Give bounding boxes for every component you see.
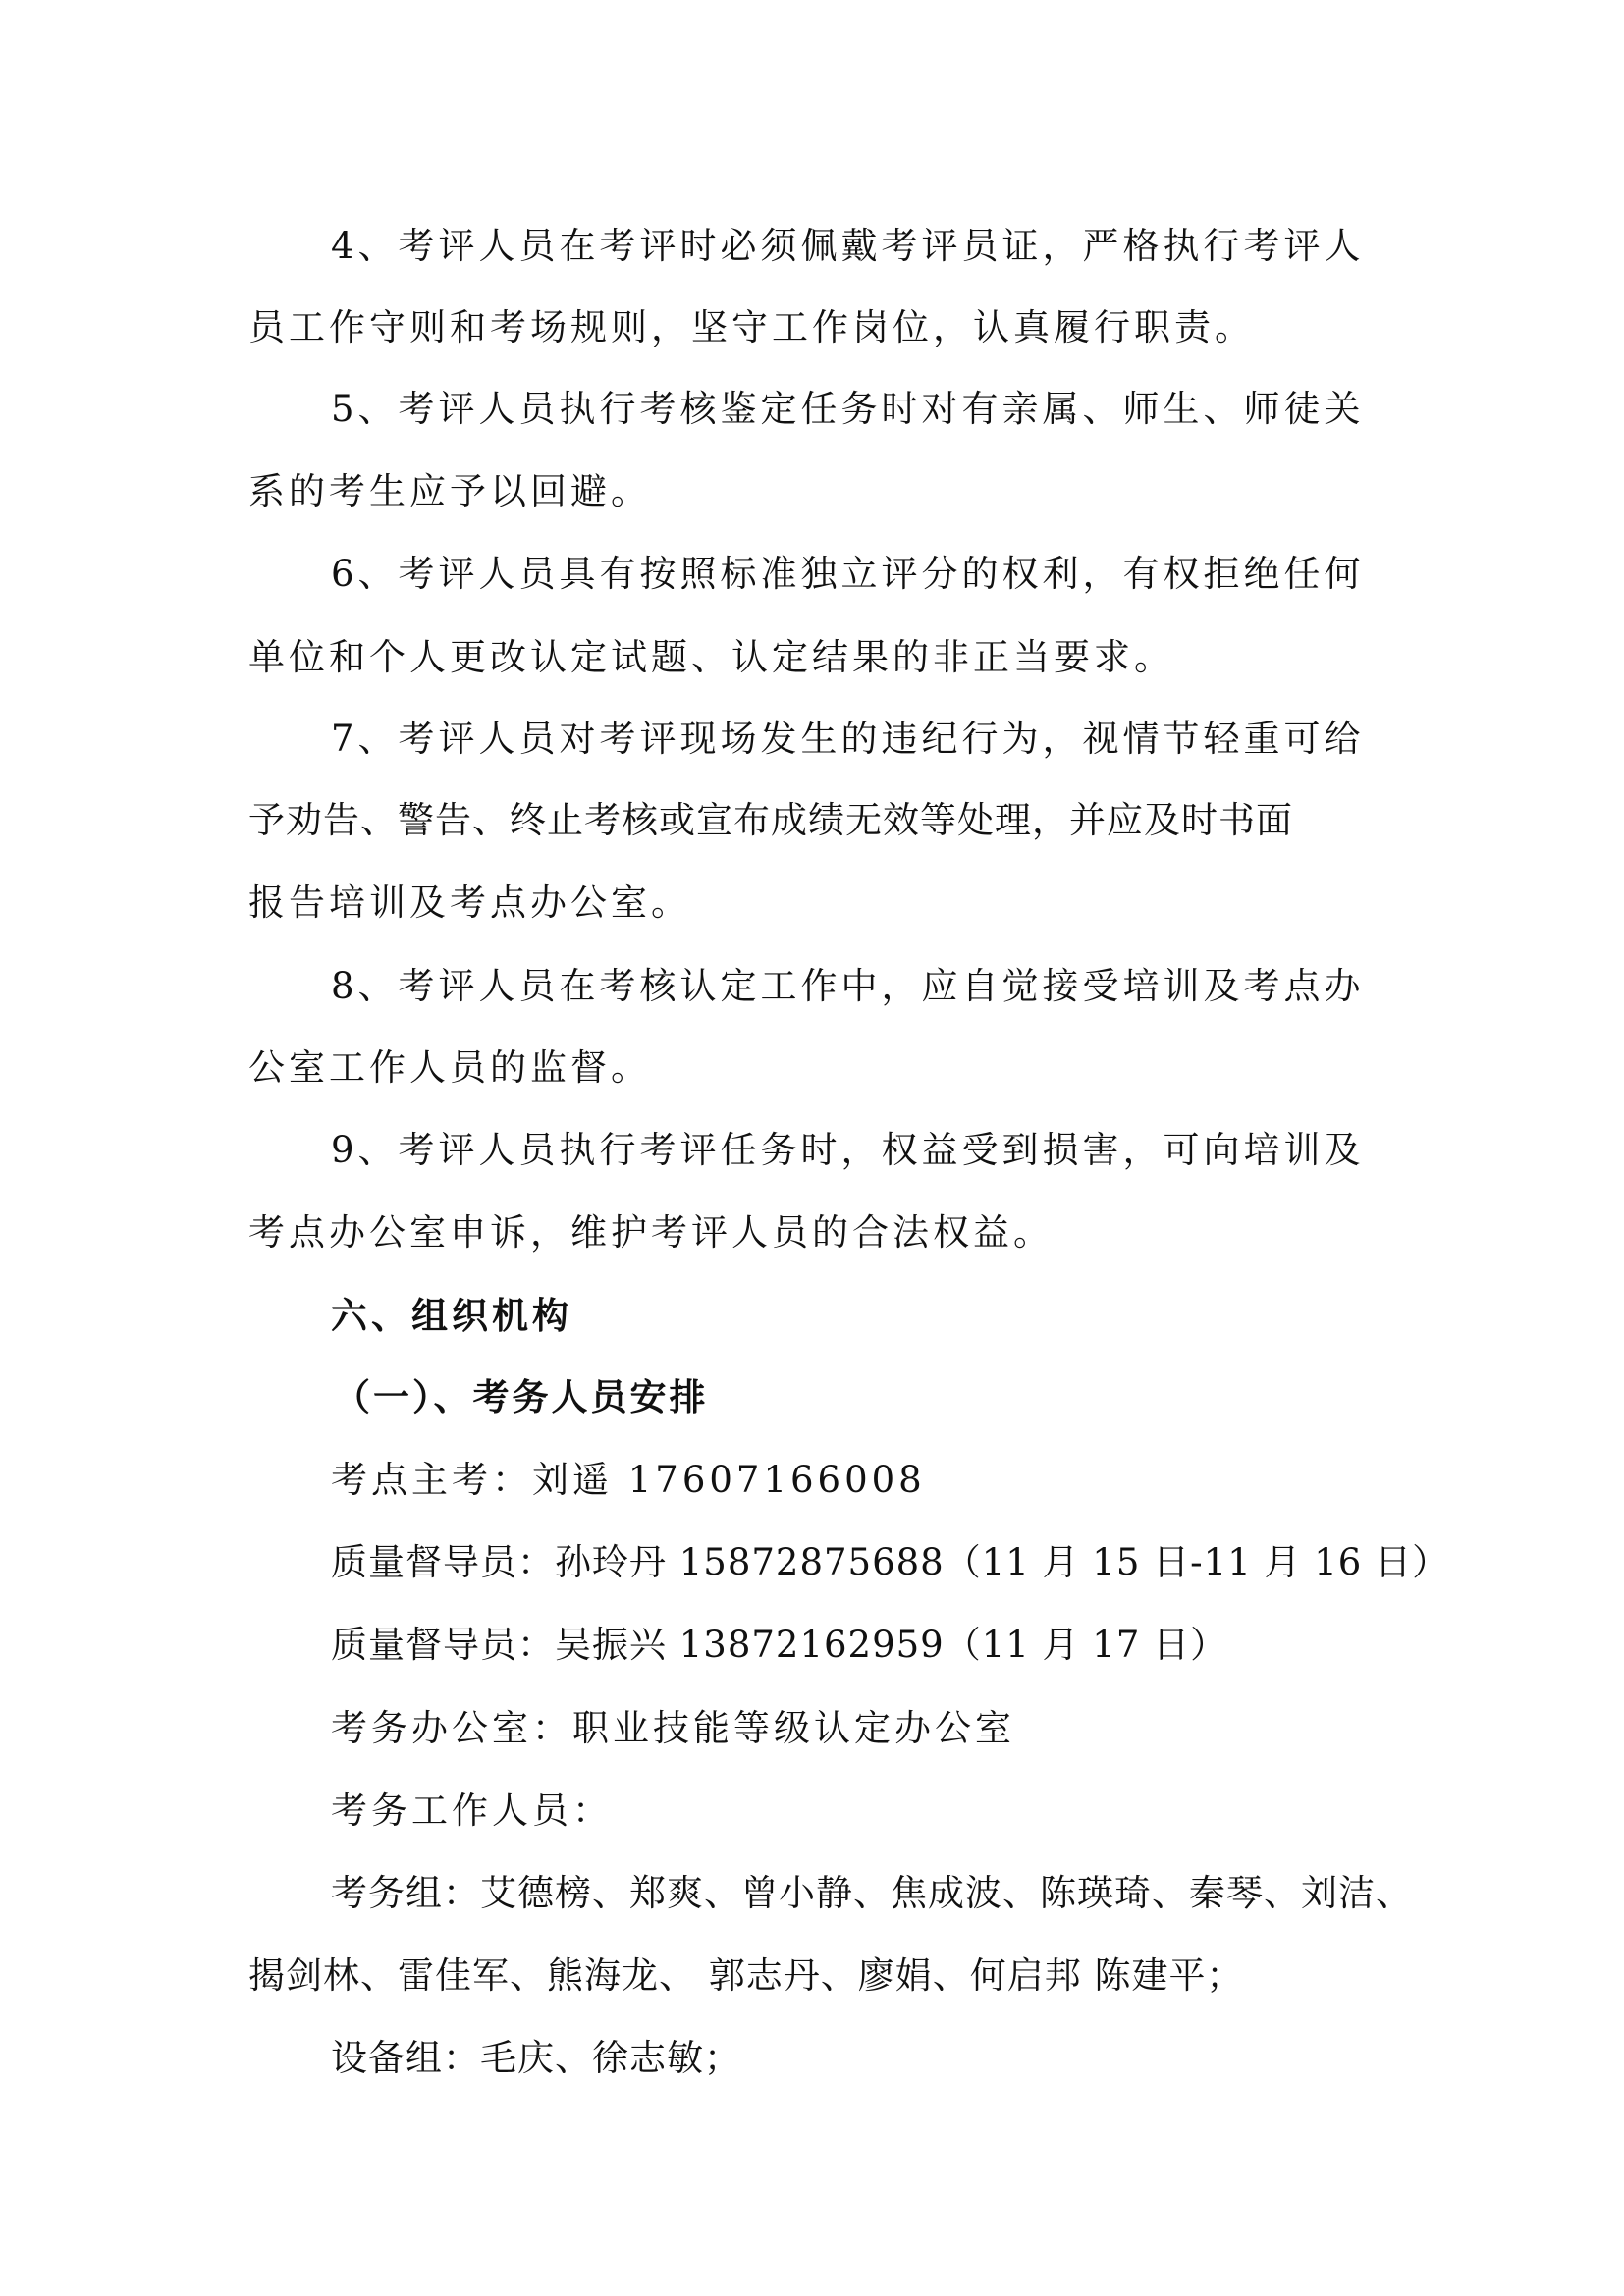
paragraph-7-line-2: 予劝告、警告、终止考核或宣布成绩无效等处理，并应及时书面	[248, 799, 1293, 841]
paragraph-8-line-1: 8、考评人员在考核认定工作中，应自觉接受培训及考点办	[331, 965, 1365, 1007]
exam-group-line-2: 揭剑林、雷佳军、熊海龙、 郭志丹、廖娟、何启邦 陈建平；	[248, 1954, 1244, 1997]
paragraph-6-line-2: 单位和个人更改认定试题、认定结果的非正当要求。	[248, 636, 1174, 678]
quality-supervisor-line-1: 质量督导员：孙玲丹 15872875688（11 月 15 日-11 月 16 日）	[331, 1541, 1450, 1583]
quality-supervisor-line-2: 质量督导员：吴振兴 13872162959（11 月 17 日）	[331, 1624, 1228, 1666]
paragraph-9-line-2: 考点办公室申诉，维护考评人员的合法权益。	[248, 1211, 1054, 1254]
paragraph-7-line-1: 7、考评人员对考评现场发生的违纪行为，视情节轻重可给	[331, 718, 1365, 760]
paragraph-7-line-3: 报告培训及考点办公室。	[248, 881, 691, 924]
paragraph-6-line-1: 6、考评人员具有按照标准独立评分的权利，有权拒绝任何	[331, 553, 1365, 595]
chief-examiner-line: 考点主考：刘遥 17607166008	[331, 1459, 926, 1501]
equipment-group-line: 设备组：毛庆、徐志敏；	[331, 2037, 741, 2079]
subsection-heading: （一）、考务人员安排	[334, 1375, 709, 1418]
paragraph-4-line-2: 员工作守则和考场规则，坚守工作岗位，认真履行职责。	[248, 306, 1255, 348]
exam-office-line: 考务办公室：职业技能等级认定办公室	[331, 1707, 1015, 1749]
paragraph-9-line-1: 9、考评人员执行考评任务时，权益受到损害，可向培训及	[331, 1129, 1365, 1171]
exam-group-line-1: 考务组：艾德榜、郑爽、曾小静、焦成波、陈瑛琦、秦琴、刘洁、	[331, 1872, 1413, 1914]
paragraph-5-line-1: 5、考评人员执行考核鉴定任务时对有亲属、师生、师徒关	[331, 388, 1365, 430]
paragraph-5-line-2: 系的考生应予以回避。	[248, 470, 651, 512]
exam-staff-label: 考务工作人员：	[331, 1789, 613, 1832]
paragraph-4-line-1: 4、考评人员在考评时必须佩戴考评员证，严格执行考评人	[331, 225, 1365, 267]
paragraph-8-line-2: 公室工作人员的监督。	[248, 1046, 651, 1089]
section-heading: 六、组织机构	[331, 1294, 572, 1337]
